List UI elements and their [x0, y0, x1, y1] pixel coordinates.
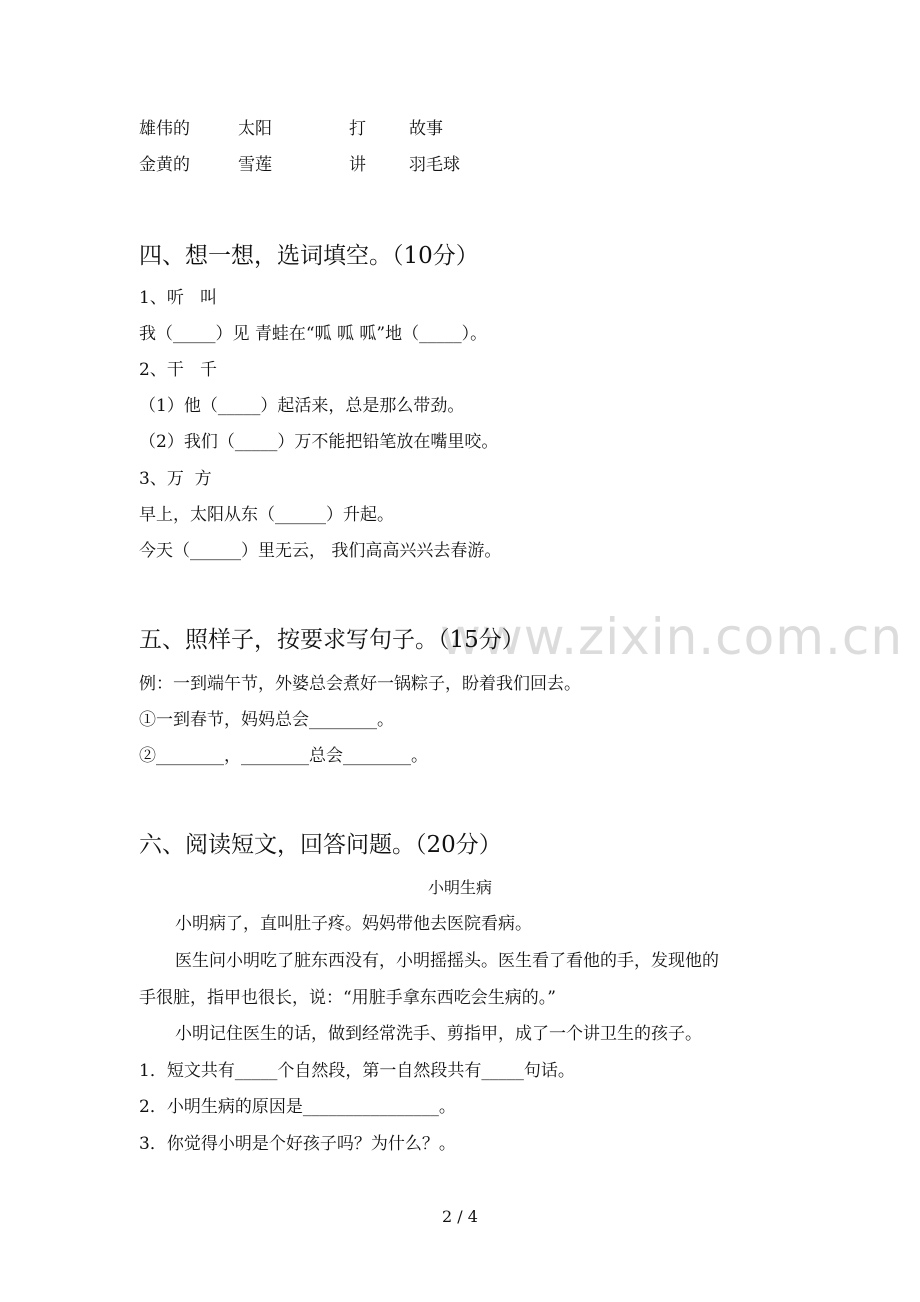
passage-paragraph: 小明病了，直叫肚子疼。妈妈带他去医院看病。 [175, 914, 532, 934]
section4-line: 1、听 叫 [139, 288, 218, 308]
word-table-cell: 金黄的 [139, 155, 190, 175]
section4-line: 2、干 千 [139, 360, 218, 380]
word-table-cell: 故事 [409, 119, 443, 139]
section4-line: 今天（______）里无云， 我们高高兴兴去春游。 [139, 541, 502, 561]
section5-heading: 五、照样子，按要求写句子。（15分） [139, 627, 525, 653]
section4-line: 3、万 方 [139, 469, 212, 489]
section4-line: （1）他（_____）起活来，总是那么带劲。 [139, 396, 465, 416]
question-item: 3．你觉得小明是个好孩子吗？为什么？。 [139, 1134, 456, 1154]
watermark: www.zixin.com.cn [440, 608, 904, 666]
section4-line: （2）我们（_____）万不能把铅笔放在嘴里咬。 [139, 432, 499, 452]
passage-paragraph: 医生问小明吃了脏东西没有，小明摇摇头。医生看了看他的手，发现他的 [175, 951, 719, 971]
section4-heading: 四、想一想，选词填空。（10分） [139, 243, 479, 269]
section5-line: ①一到春节，妈妈总会________。 [139, 710, 394, 730]
page-number: 2 / 4 [442, 1207, 478, 1226]
word-table-cell: 讲 [349, 155, 366, 175]
word-table-cell: 打 [349, 119, 366, 139]
word-table-cell: 雄伟的 [139, 119, 190, 139]
word-table-cell: 雪莲 [238, 155, 272, 175]
section5-line: ②________，________总会________。 [139, 746, 428, 766]
section6-heading: 六、阅读短文，回答问题。（20分） [139, 832, 502, 858]
question-item: 1．短文共有_____个自然段，第一自然段共有_____句话。 [139, 1061, 575, 1081]
word-table-cell: 羽毛球 [409, 155, 460, 175]
word-table-cell: 太阳 [238, 119, 272, 139]
section4-line: 早上，太阳从东（______）升起。 [139, 505, 394, 525]
section5-line: 例：一到端午节，外婆总会煮好一锅粽子，盼着我们回去。 [139, 674, 581, 694]
passage-paragraph: 小明记住医生的话，做到经常洗手、剪指甲，成了一个讲卫生的孩子。 [175, 1024, 702, 1044]
section4-line: 我（_____）见 青蛙在“呱 呱 呱”地（_____）。 [139, 324, 488, 344]
passage-title: 小明生病 [427, 878, 492, 897]
question-item: 2．小明生病的原因是________________。 [139, 1097, 456, 1117]
passage-paragraph: 手很脏，指甲也很长，说：“用脏手拿东西吃会生病的。” [139, 988, 556, 1008]
